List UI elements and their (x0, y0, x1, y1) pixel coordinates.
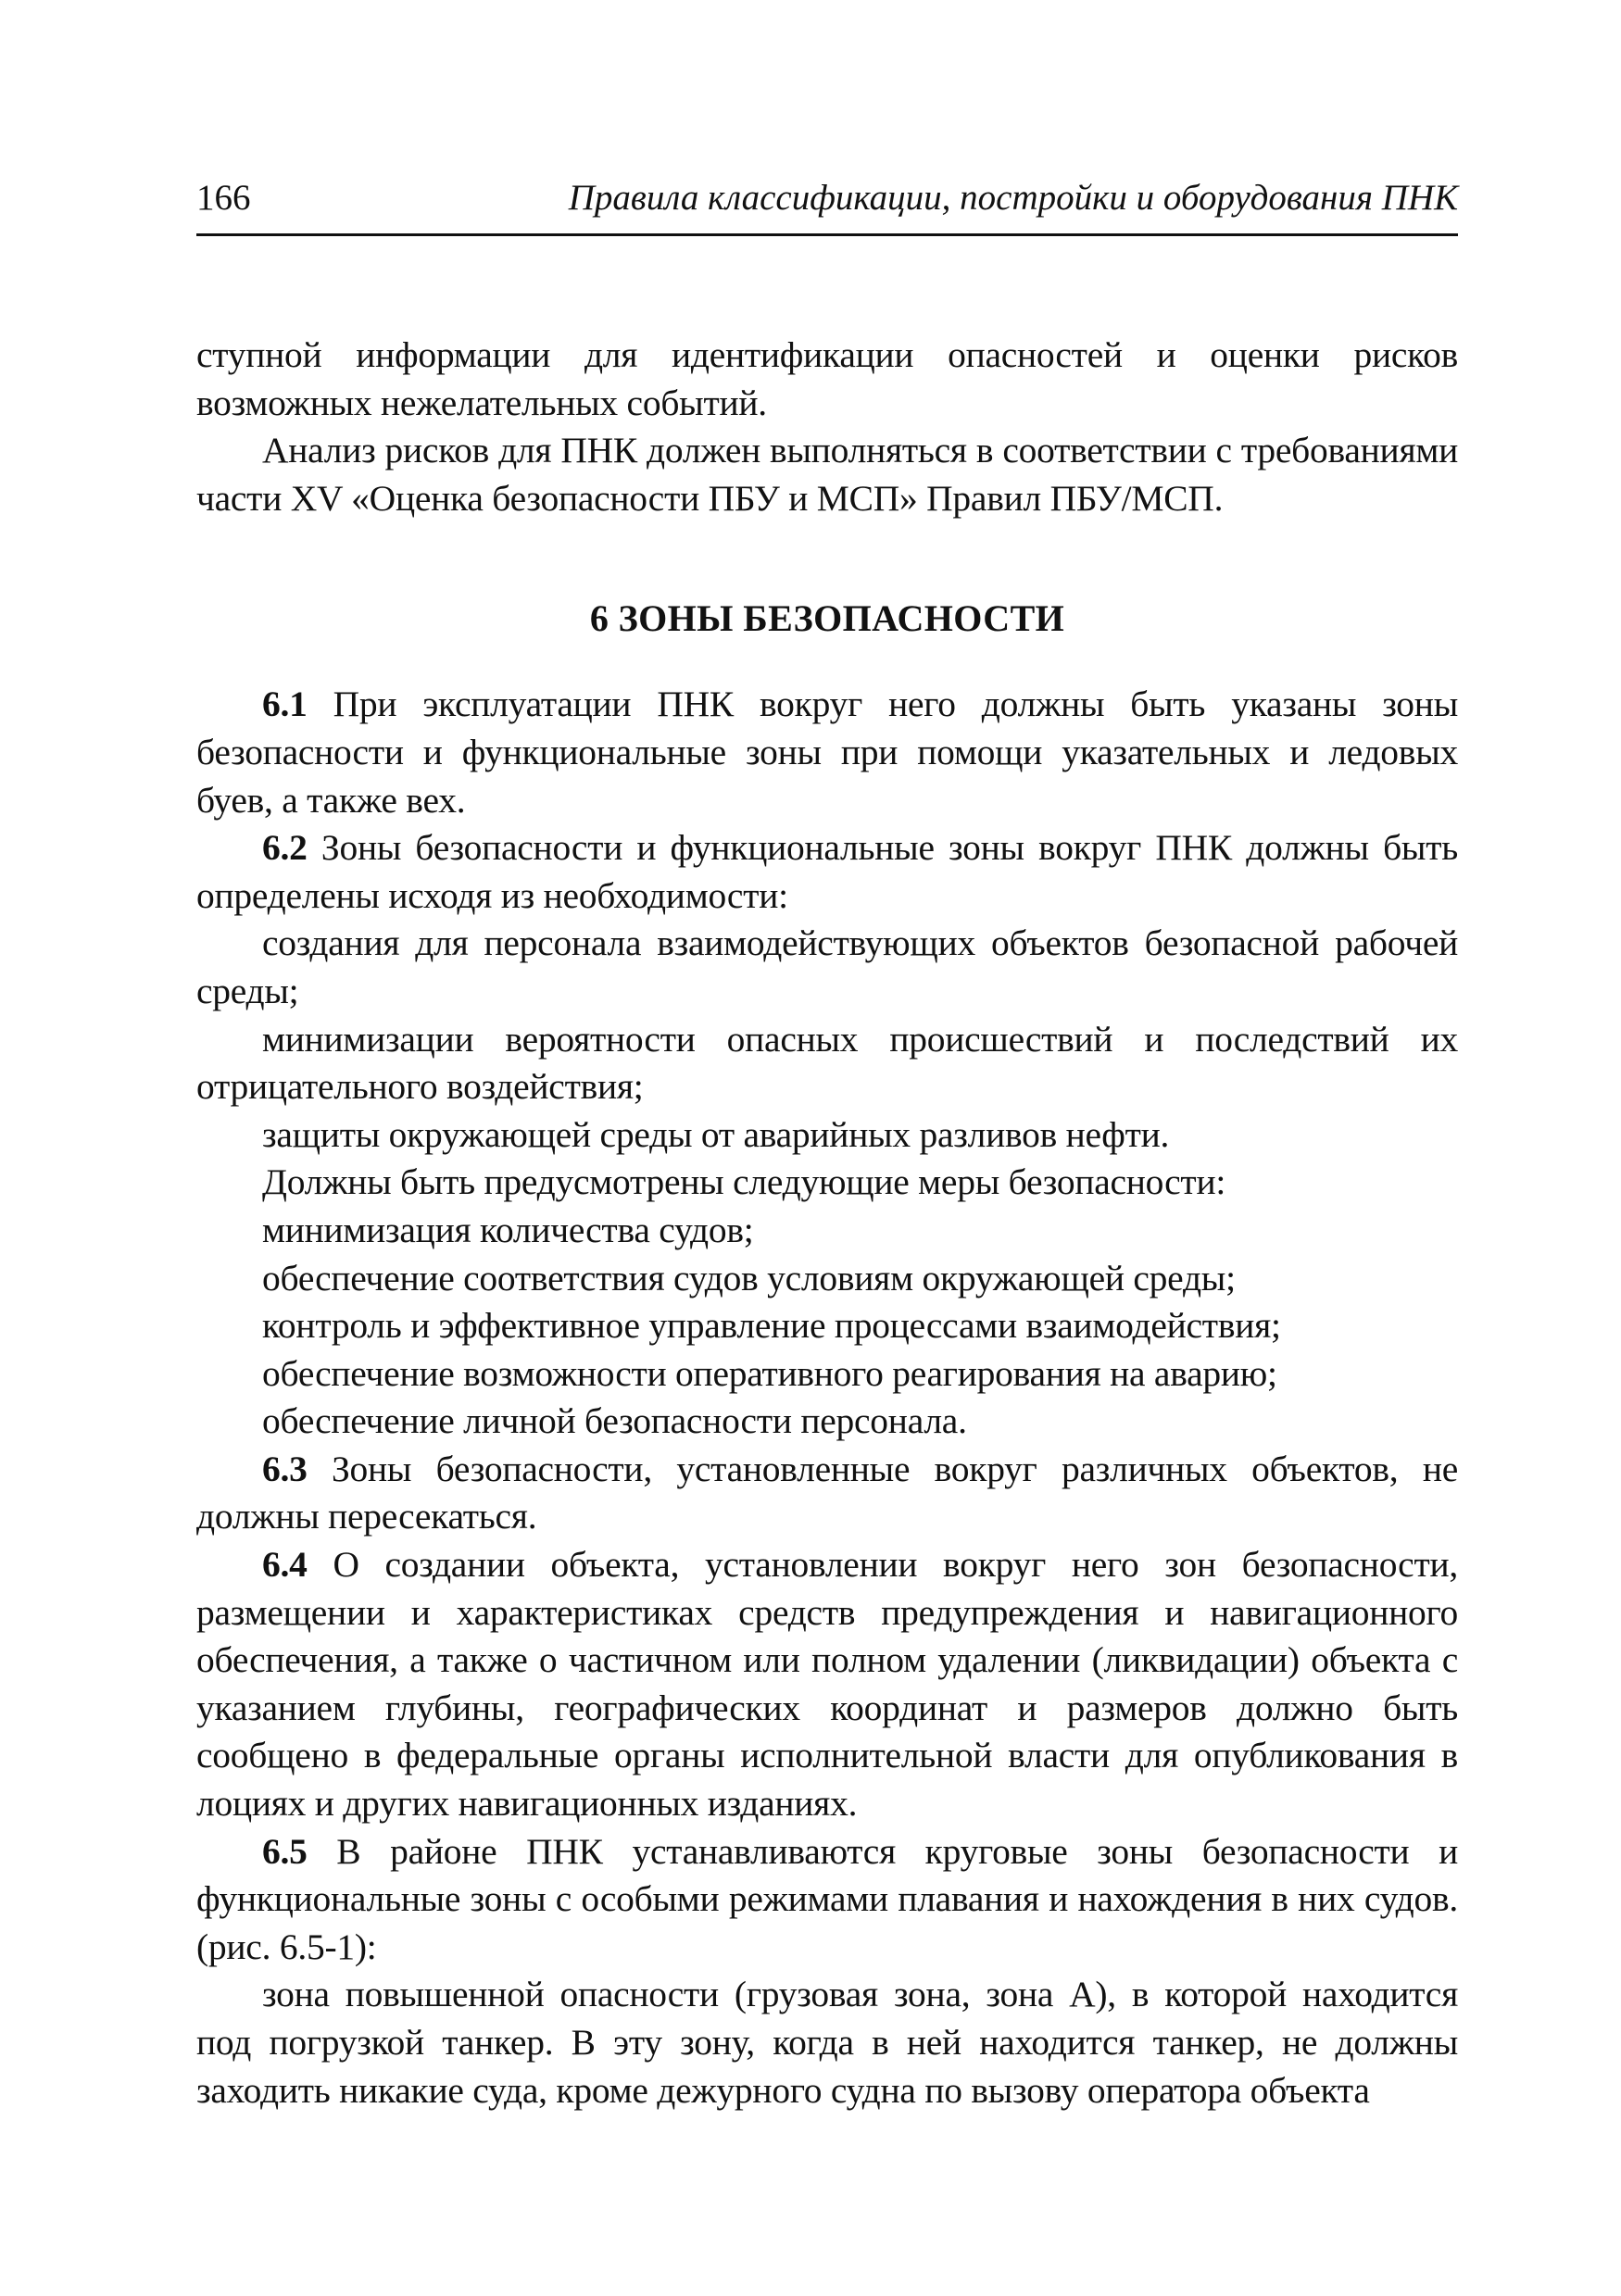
necessity-item: минимизации вероятности опасных происшествий и последствий их отрицательного воздействия; (196, 1018, 1458, 1108)
measure-item: обеспечение соответствия судов условиям окружающей среды; (262, 1257, 1236, 1299)
clause-number: 6.4 (262, 1544, 308, 1586)
paragraph-risk-analysis: Анализ рисков для ПНК должен выполняться в соответствии с требованиями части XV «Оценка безопасности ПБУ и МСП» Правил ПБУ/МСП. (196, 430, 1458, 519)
clause-number: 6.3 (262, 1448, 308, 1489)
clause-text: О создании объекта, установлении вокруг него зон безопасности, размещении и характеристиках средств предупреждения и навигационного обеспечения, а также о частичном или полном удалении (ликвидации) объекта с указанием глубины, географических координат и размеров должно быть сообщено в федеральные органы исполнительной власти для опубликования в лоциях и других навигационных изданиях. (196, 1544, 1458, 1825)
section-heading: 6 ЗОНЫ БЕЗОПАСНОСТИ (589, 597, 1065, 640)
running-title: Правила классификации, постройки и оборудования ПНК (568, 178, 1458, 218)
clause-6-1 (196, 681, 1458, 824)
clause-text: В районе ПНК устанавливаются круговые зоны безопасности и функциональные зоны с особыми режимами плавания и нахождения в них судов. (рис. 6.5-1): (196, 1830, 1458, 1967)
measure-item: обеспечение личной безопасности персонала. (262, 1400, 967, 1442)
clause-6-4 (196, 1541, 1458, 1828)
necessity-item: защиты окружающей среды от аварийных разливов нефти. (262, 1113, 1170, 1155)
clause-text: Зоны безопасности, установленные вокруг различных объектов, не должны пересекаться. (196, 1448, 1458, 1537)
clause-text: Зоны безопасности и функциональные зоны вокруг ПНК должны быть определены исходя из необходимости: (196, 827, 1458, 916)
page-number: 166 (196, 178, 251, 218)
measure-item: минимизация количества судов; (262, 1209, 754, 1250)
measure-item: обеспечение возможности оперативного реагирования на аварию; (262, 1352, 1277, 1394)
clause-text: При эксплуатации ПНК вокруг него должны быть указаны зоны безопасности и функциональные зоны при помощи указательных и ледовых буев, а также вех. (196, 684, 1458, 821)
clause-6-2 (196, 824, 1458, 920)
clause-6-5 (196, 1828, 1458, 1972)
measures-intro: Должны быть предусмотрены следующие меры безопасности: (262, 1161, 1226, 1203)
necessity-item: создания для персонала взаимодействующих объектов безопасной рабочей среды; (196, 922, 1458, 1011)
document-body (196, 332, 1458, 2114)
clause-6-3 (196, 1446, 1458, 1541)
clause-number: 6.1 (262, 684, 308, 725)
paragraph-continuation: ступной информации для идентификации опасностей и оценки рисков возможных нежелательных событий. (196, 334, 1458, 423)
clause-number: 6.2 (262, 827, 308, 869)
zone-a-paragraph: зона повышенной опасности (грузовая зона, зона А), в которой находится под погрузкой танкер. В эту зону, когда в ней находится танкер, не должны заходить никакие суда, кроме дежурного судна по вызову оператора объекта (196, 1974, 1458, 2111)
page-header (196, 176, 1458, 236)
measure-item: контроль и эффективное управление процессами взаимодействия; (262, 1305, 1281, 1347)
clause-number: 6.5 (262, 1830, 308, 1872)
